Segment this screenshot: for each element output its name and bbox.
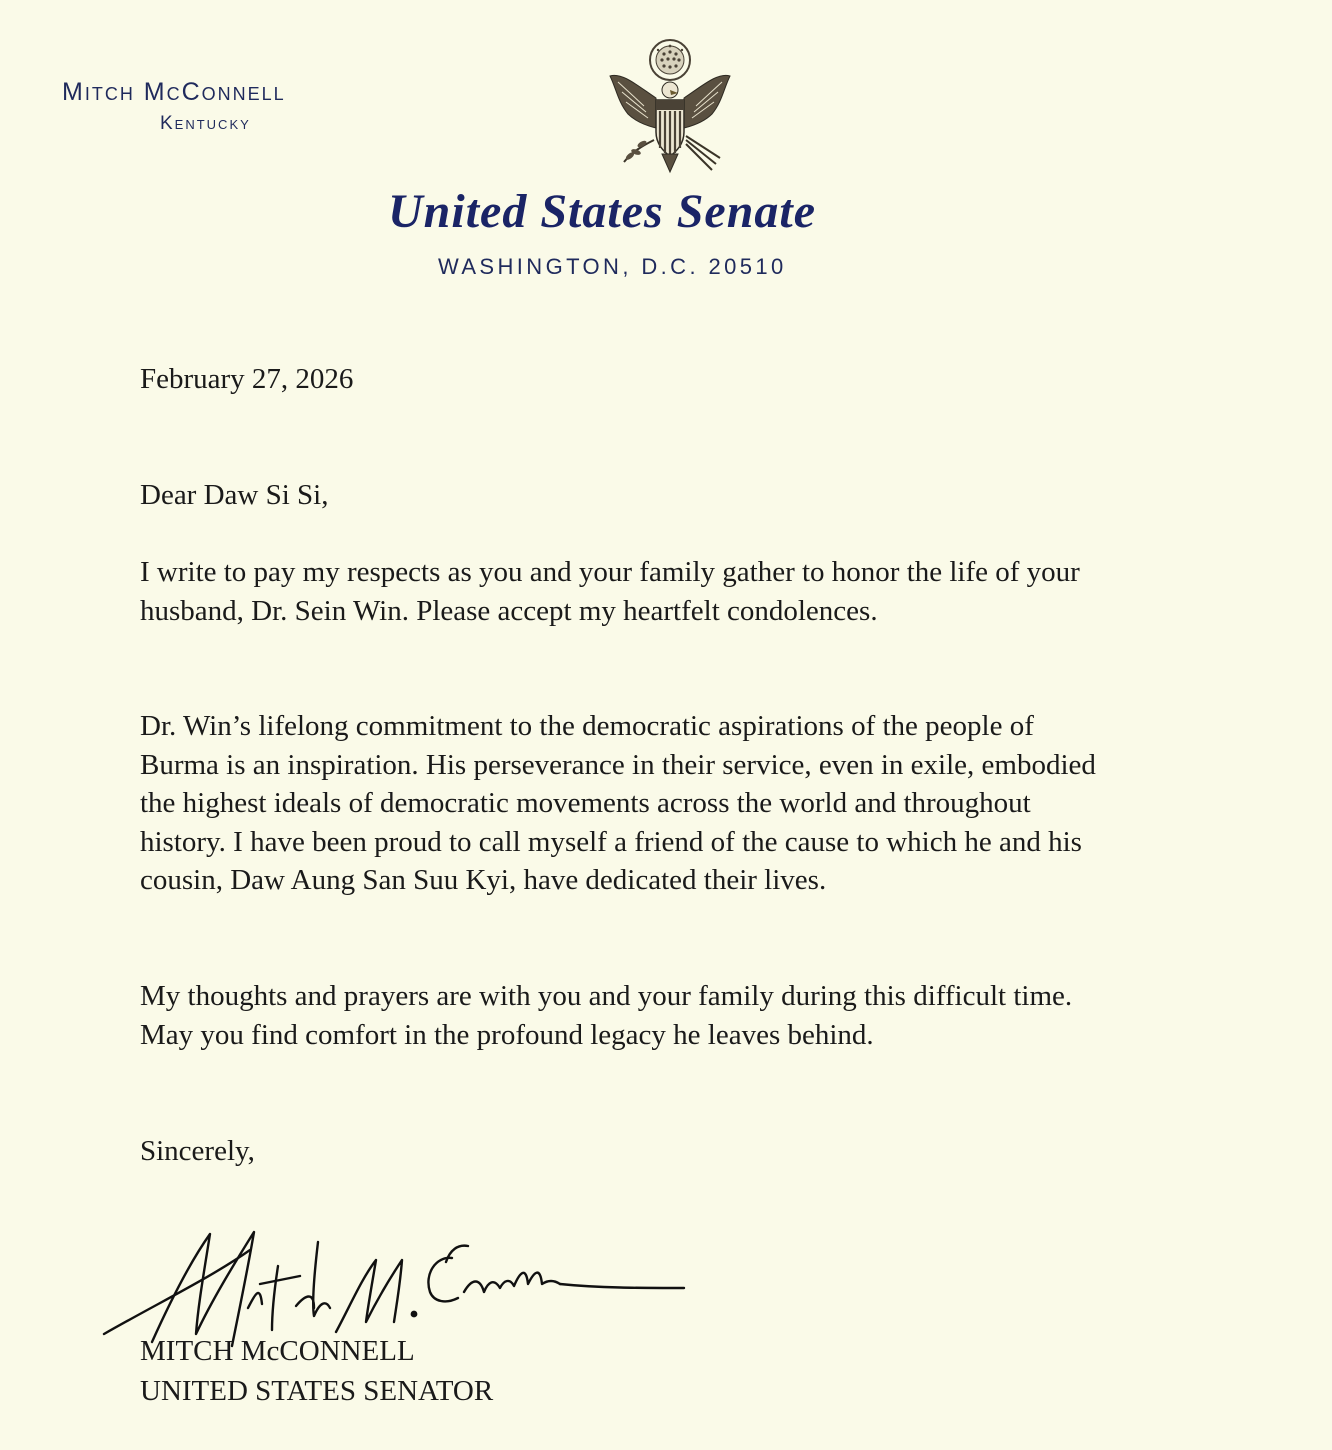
letterhead-institution-title: United States Senate [388,185,817,238]
signature-name: MITCH McCONNELL [140,1335,415,1367]
letter-paragraph: I write to pay my respects as you and your family gather to honor the life of your husband, Dr. Sein Win. Please accept my heartfelt condolences. [140,556,1080,627]
letter-paragraph: Dr. Win’s lifelong commitment to the democratic aspirations of the people of Burma is an inspiration. His perseverance in their service, even in exile, embodied the highest ideals of democratic movements across the world and throughout history. I have been proud to call myself a friend of the cause to which he and his cousin, Daw Aung San Suu Kyi, have dedicated their lives. [140,710,1096,896]
letter-paragraph: My thoughts and prayers are with you and your family during this difficult time. May you find comfort in the profound legacy he leaves behind. [140,980,1073,1051]
signature-title: UNITED STATES SENATOR [140,1375,494,1407]
letter-date: February 27, 2026 [140,363,354,395]
letterhead-address: WASHINGTON, D.C. 20510 [438,254,787,279]
letter-salutation: Dear Daw Si Si, [140,479,329,511]
letter-closing: Sincerely, [140,1135,255,1167]
letterhead-senator-name: Mitch McConnell [62,78,286,106]
letterhead-state: Kentucky [160,113,251,134]
great-seal-eagle-icon [598,36,742,182]
